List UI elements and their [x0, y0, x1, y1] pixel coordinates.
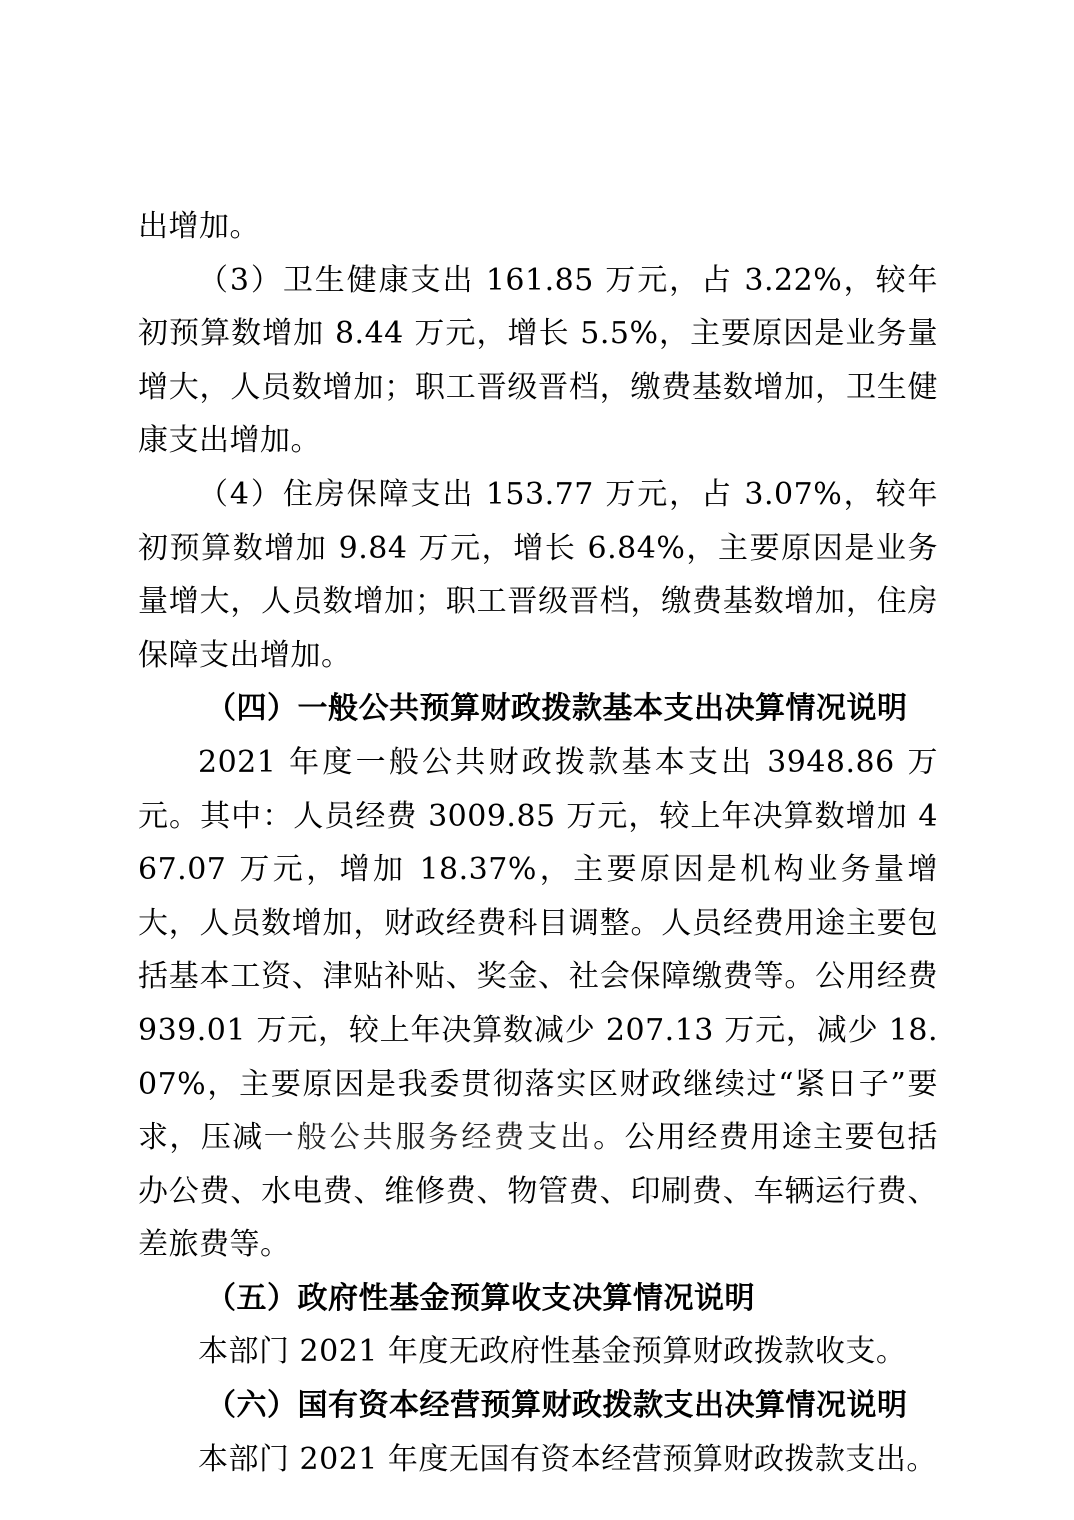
paragraph-government-fund: 本部门 2021 年度无政府性基金预算财政拨款收支。	[198, 1334, 907, 1370]
section-heading-4: （四）一般公共预算财政拨款基本支出决算情况说明	[206, 691, 908, 727]
basic-expenditure-text-a: 2021 年度一般公共财政拨款基本支出 3948.86 万元。其中：人员经费 3009.85 万元，较上年决算数增加 467.07 万元，增加 18.37%，主要原因是机构业务量增大，人员数增加，财政经费科目调整。人员经费用途主要包括基本工资、津贴补贴、奖金、社会保障缴费等。公用经费 939.01 万元，较上年决算数减少 207.13 万元，减少 18.07%，主要原因是我委贯彻落实区财政继续过“紧日子”要求，压减	[138, 744, 938, 1156]
paragraph-housing-expenditure: （4）住房保障支出 153.77 万元，占 3.07%，较年初预算数增加 9.84 万元，增长 6.84%，主要原因是业务量增大，人员数增加；职工晋级晋档，缴费基数增加，住房保障支出增加。	[138, 476, 938, 673]
basic-expenditure-text-b: 一般公共服务经费支出	[263, 1120, 594, 1156]
paragraph-continued: 出增加。	[138, 209, 260, 244]
paragraph-basic-expenditure	[138, 736, 938, 1272]
basic-expenditure-text-c: 。公用经费用途主要包括办公费、水电费、维修费、物管费、印刷费、车辆运行费、差旅费等。	[138, 1120, 938, 1263]
section-heading-6: （六）国有资本经营预算财政拨款支出决算情况说明	[206, 1388, 908, 1424]
document-page	[138, 200, 938, 1486]
paragraph-health-expenditure: （3）卫生健康支出 161.85 万元，占 3.22%，较年初预算数增加 8.44 万元，增长 5.5%，主要原因是业务量增大，人员数增加；职工晋级晋档，缴费基数增加，卫生健康支出增加。	[138, 262, 938, 459]
paragraph-state-capital: 本部门 2021 年度无国有资本经营预算财政拨款支出。	[198, 1441, 937, 1477]
section-heading-5: （五）政府性基金预算收支决算情况说明	[206, 1280, 755, 1316]
